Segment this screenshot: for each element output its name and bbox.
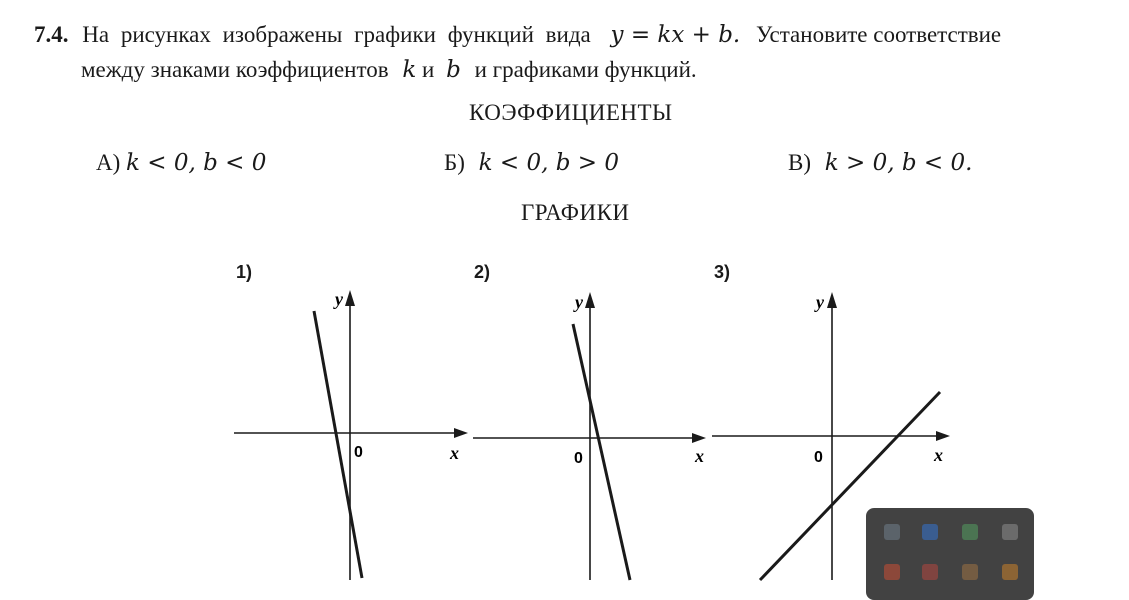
app-icon[interactable] bbox=[1002, 564, 1018, 580]
graph-label-2: 2) bbox=[474, 262, 491, 282]
option-letter: Б) bbox=[444, 150, 465, 175]
option-letter: А) bbox=[96, 150, 121, 175]
system-tray-popup bbox=[866, 508, 1034, 600]
origin-label: 0 bbox=[814, 449, 823, 466]
speaker-icon[interactable] bbox=[884, 564, 900, 580]
origin-label: 0 bbox=[574, 450, 583, 467]
y-axis-label: y bbox=[335, 289, 343, 309]
graphs-heading: ГРАФИКИ bbox=[521, 200, 630, 225]
x-axis-label: x bbox=[450, 443, 459, 463]
x-axis-label: x bbox=[695, 446, 704, 466]
graph-label-1: 1) bbox=[236, 262, 253, 282]
y-axis-label: y bbox=[816, 292, 824, 312]
formula: y = kx + b. bbox=[610, 22, 741, 48]
problem-number: 7.4. bbox=[34, 22, 69, 47]
x-axis-arrow bbox=[936, 431, 950, 441]
conjunction: и bbox=[422, 57, 435, 82]
graph-label-3: 3) bbox=[714, 262, 731, 282]
option-letter: В) bbox=[788, 150, 811, 175]
y-axis-arrow bbox=[827, 292, 837, 308]
usb-icon[interactable] bbox=[1002, 524, 1018, 540]
problem-text-2a: между знаками коэффициентов bbox=[81, 57, 389, 82]
problem-text-2b: и графиками функций. bbox=[474, 57, 697, 82]
x-axis-label: x bbox=[934, 445, 943, 465]
coefficients-heading: КОЭФФИЦИЕНТЫ bbox=[469, 100, 673, 125]
var-k: k bbox=[402, 57, 417, 83]
problem-text-tail: Установите соответствие bbox=[756, 22, 1002, 47]
monitor-icon[interactable] bbox=[884, 524, 900, 540]
origin-label: 0 bbox=[354, 444, 363, 461]
volume-icon[interactable] bbox=[962, 564, 978, 580]
option-condition: k > 0, b < 0. bbox=[824, 150, 973, 176]
option-condition: k < 0, b > 0 bbox=[478, 150, 619, 176]
option-condition: k < 0, b < 0 bbox=[126, 150, 267, 176]
shield-icon[interactable] bbox=[962, 524, 978, 540]
problem-text: На рисунках изображены графики функций вида bbox=[82, 22, 591, 47]
network-icon[interactable] bbox=[922, 564, 938, 580]
bluetooth-icon[interactable] bbox=[922, 524, 938, 540]
y-axis-label: y bbox=[575, 292, 583, 312]
var-b: b bbox=[446, 57, 461, 83]
